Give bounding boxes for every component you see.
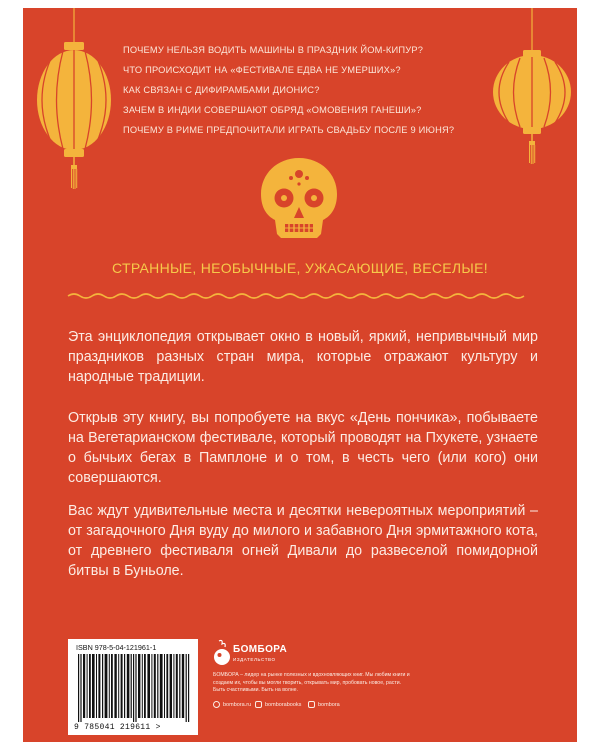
isbn-digits: 9 785041 219611 > — [74, 723, 161, 732]
publisher-name: БОМБОРА — [233, 644, 288, 655]
bombora-logo-icon — [213, 639, 231, 667]
left-lantern-icon — [37, 8, 111, 189]
slogan: СТРАННЫЕ, НЕОБЫЧНЫЕ, УЖАСАЮЩИЕ, ВЕСЕЛЫЕ! — [112, 260, 488, 276]
vk-icon — [308, 701, 315, 708]
question-line: КАК СВЯЗАН С ДИФИРАМБАМИ ДИОНИС? — [123, 85, 320, 95]
social-link-vk[interactable] — [308, 701, 340, 708]
barcode-bars — [78, 654, 190, 722]
description-paragraph: Эта энциклопедия открывает окно в новый, яркий, непривычный мир праздников разных стран мира, которые отражают культуру и народные традиции. — [68, 329, 538, 385]
publisher-description: БОМБОРА – лидер на рынке полезных и вдохновляющих книг. Мы любим книги и создаем их, чтобы вы могли творить, открывать мир, пробовать новое, расти. Быть счастливыми. Быть на волне. — [213, 672, 410, 693]
wavy-divider — [68, 294, 524, 298]
social-link-web[interactable] — [213, 701, 251, 708]
social-label: bombora.ru — [223, 701, 252, 708]
question-line: ПОЧЕМУ НЕЛЬЗЯ ВОДИТЬ МАШИНЫ В ПРАЗДНИК ЙОМ-КИПУР? — [123, 45, 424, 55]
sugar-skull-icon — [261, 158, 337, 238]
right-lantern-icon — [493, 8, 571, 164]
description-paragraph: Открыв эту книгу, вы попробуете на вкус «День пончика», побываете на Вегетарианском фестивале, который проводят на Пхукете, узнаете о бычьих бегах в Памплоне и о том, в честь чего (или кого) они совершаются. — [68, 410, 538, 486]
social-label: bomborabooks — [265, 701, 302, 708]
description-paragraph: Вас ждут удивительные места и десятки невероятных мероприятий – от загадочного Дня вуду до милого и забавного Дня эрмитажного кота, от древнего фестиваля огней Дивали до развеселой помидорной битвы в Буньоле. — [68, 503, 538, 579]
publisher-subtitle: ИЗДАТЕЛЬСТВО — [233, 657, 276, 662]
web-icon — [213, 701, 220, 708]
question-line: ЧТО ПРОИСХОДИТ НА «ФЕСТИВАЛЕ ЕДВА НЕ УМЕРШИХ»? — [123, 65, 401, 75]
question-line: ПОЧЕМУ В РИМЕ ПРЕДПОЧИТАЛИ ИГРАТЬ СВАДЬБУ ПОСЛЕ 9 ИЮНЯ? — [123, 125, 455, 135]
instagram-icon — [255, 701, 262, 708]
isbn-barcode — [68, 639, 198, 735]
social-link-instagram[interactable] — [255, 701, 301, 708]
social-label: bombora — [318, 701, 340, 708]
question-line: ЗАЧЕМ В ИНДИИ СОВЕРШАЮТ ОБРЯД «ОМОВЕНИЯ ГАНЕШИ»? — [123, 105, 422, 115]
isbn-label: ISBN 978-5-04-121961-1 — [76, 643, 157, 652]
book-back-cover — [23, 8, 577, 742]
